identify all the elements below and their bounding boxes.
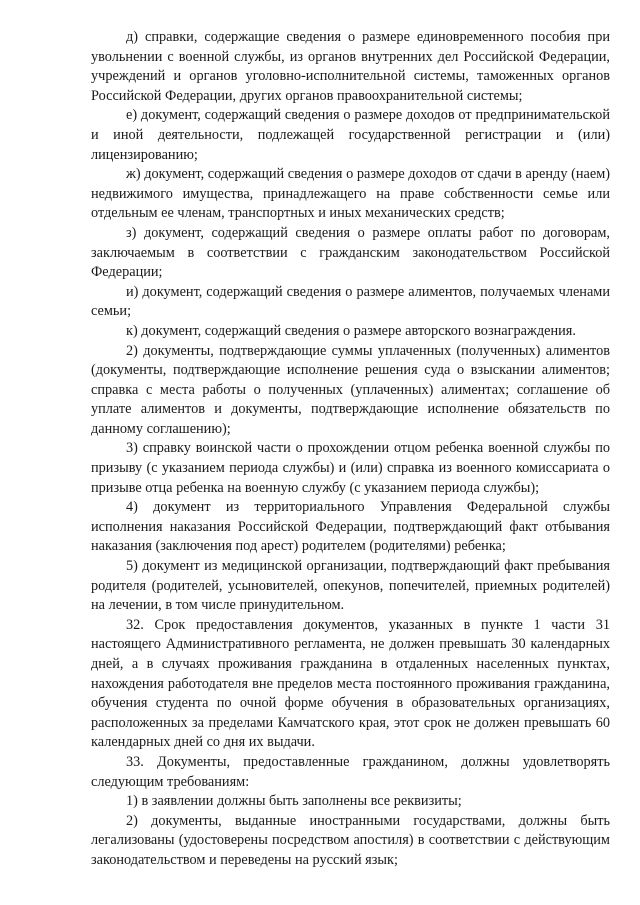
paragraph-d-single-benefit-certificates: д) справки, содержащие сведения о размере единовременного пособия при увольнении с военной службы, из органов внутренних дел Российской Федерации, учреждений и органов уголовно-исполнительной системы, таможенных органов Российской Федерации, других органов правоохранительной системы; (91, 29, 610, 104)
paragraph-5-medical-document: 5) документ из медицинской организации, подтверждающий факт пребывания родителя (родителей, усыновителей, опекунов, попечителей, приемных родителей) на лечении, в том числе принудительном. (91, 558, 610, 614)
paragraph-2-alimony-documents: 2) документы, подтверждающие суммы уплаченных (полученных) алиментов (документы, подтверждающие исполнение решения суда о взыскании алиментов; справка с места работы о полученных (уплаченных) алиментах; соглашение об уплате алиментов и документы, подтверждающие исполнение обязательств по данному соглашению); (91, 342, 610, 437)
paragraph-33-document-requirements: 33. Документы, предоставленные гражданином, должны удовлетворять следующим требованиям: (91, 753, 610, 790)
paragraph-1-application-requisites: 1) в заявлении должны быть заполнены все реквизиты; (126, 793, 462, 810)
paragraph-3-military-service: 3) справку воинской части о прохождении отцом ребенка военной службы по призыву (с указанием периода службы) и (или) справка из военного комиссариата о призыве отца ребенка на военную службу (с указанием периода службы); (91, 440, 610, 496)
paragraph-z-contract-payment: з) документ, содержащий сведения о размере оплаты работ по договорам, заключаемым в соответствии с гражданским законодательством Российской Федерации; (91, 224, 610, 281)
paragraph-k-author-fee: к) документ, содержащий сведения о размере авторского вознаграждения. (126, 322, 576, 339)
paragraph-zh-rental-income: ж) документ, содержащий сведения о размере доходов от сдачи в аренду (наем) недвижимого имущества, принадлежащего на праве собственности семье или отдельным ее членам, транспортных и иных механических средств; (91, 166, 610, 222)
paragraph-e-business-income: е) документ, содержащий сведения о размере доходов от предпринимательской и иной деятельности, подлежащей государственной регистрации и (или) лицензированию; (91, 107, 610, 163)
paragraph-4-penitentiary-document: 4) документ из территориального Управления Федеральной службы исполнения наказания Российской Федерации, подтверждающий факт отбывания наказания (заключения под арест) родителем (родителями) ребенка; (91, 499, 610, 555)
paragraph-i-alimony-received: и) документ, содержащий сведения о размере алиментов, получаемых членами семьи; (91, 283, 610, 320)
document-body (91, 28, 610, 871)
paragraph-2-foreign-documents: 2) документы, выданные иностранными государствами, должны быть легализованы (удостоверены посредством апостиля) в соответствии с действующим законодательством и переведены на русский язык; (91, 812, 610, 868)
paragraph-32-submission-period: 32. Срок предоставления документов, указанных в пункте 1 части 31 настоящего Административного регламента, не должен превышать 30 календарных дней, а в случаях проживания гражданина в отдаленных населенных пунктах, нахождения работодателя вне пределов места постоянного проживания гражданина, обучения студента по очной форме обучения в образовательных организациях, расположенных за пределами Камчатского края, этот срок не должен превышать 60 календарных дней со дня их выдачи. (91, 616, 610, 751)
